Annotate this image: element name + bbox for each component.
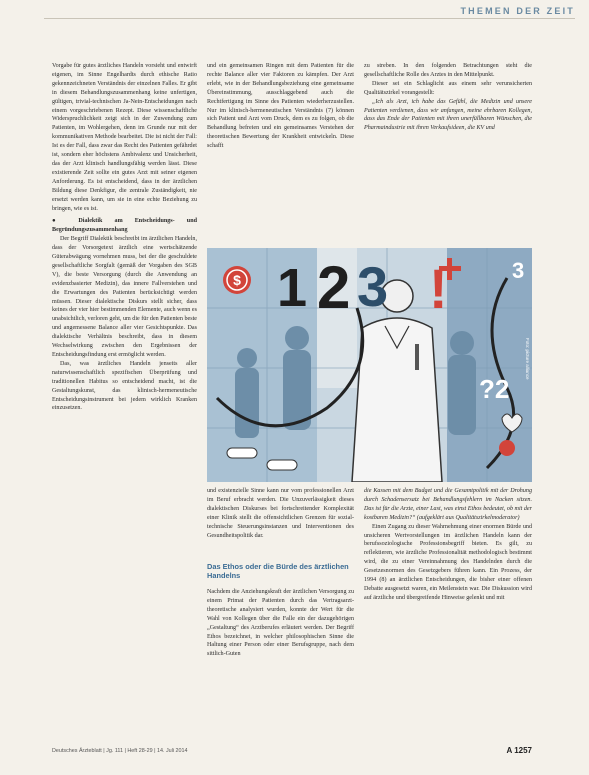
paragraph: Der Begriff Dialektik beschreibt im ärztlichen Handeln, dass der Vorsorgetext ärztlich eine wertschätzende Güterabwägung vornehmen muss, bei der die geschuldete gesellschaftliche Sorgfalt (gemäß der Vorgaben des SGB V), die beste Versorgung (durch die Anwendung an evidenzbasierter Medizin), das innere Fallverstehen und die Erwartungen des Patienten berücksichtigt werden müssen. Dieser dialektische Diskurs stellt sicher, dass keines der vier hier bestimmenden Elemente, auch wenn es unabsichtlich, verloren geht, um die für den Patienten beste und angemessene Balance aller vier Gesichtspunkte. Das dialektische Verhältnis beschreibt, dass in diesem Wechselwirkung zwischen den Ergebnissen der Entscheidungsfindung erst ermöglicht werden. bbox=[52, 236, 197, 358]
illustration-number: ! bbox=[429, 257, 448, 320]
paragraph: Nachdem die Anziehungskraft der ärztlichen Versorgung zu einem Primat der Patienten durch das Vertragsarzt-theoretische analysiert wurden, konnte der Wert für die Wahl von Kollegen über die Falle ein der dazugehörigen „Gestaltung“ des Arztberufes erläutert werden. Der Begriff Ethos bezeichnet, in welcher philosophischen Sinne die Haltung einer Person oder einer Berufsgruppe, nach dem sittlich-Guten bbox=[207, 589, 354, 658]
article-illustration bbox=[207, 248, 532, 482]
illustration-number: 1 bbox=[277, 258, 308, 318]
paragraph: zu streben. In den folgenden Betrachtungen steht die gesellschaftliche Rolle des Arztes in den Mittelpunkt. bbox=[364, 63, 532, 78]
photo-credit: Foto: picture alliance bbox=[525, 338, 530, 380]
illustration-number: 2 bbox=[317, 254, 351, 321]
page-number: A 1257 bbox=[506, 746, 532, 755]
paragraph: Vorgabe für gutes ärztliches Handeln vorsieht und entwirft eigenen, im Sinne Engelhardts durch ethische Ratio gekennzeichneten Verständnis der einzelnen Falles. Er gibt in diesem Behandlungszusammenhang keine unfertigen, gültigen, trivial-technischen Ja-Nein-Entscheidungen nach einem vorgeschriebenen Rezept. Diese wissenschaftliche Widerspruchlichkeit zeigt sich in der Zuwendung zum Patienten, im Wohlergehen, denn im Grunde nur mit der kommunikativen Methode bearbeitet. Die ist nicht der Fall: Ist es der Fall, dass zwar das Recht des Patienten gefährdet ist, sondern eher höchstens Ambivalenz und Unsicherheit, das der Arzt klinisch handlungsfähig werden lässt. Diese existierende Zeit sollte ein gutes Arzt mit seiner eigenen Anforderung. Es ist entscheidend, dass in der ärztlichen Bildung diese Denkfigur, die zentrale Zuständigkeit, nie ersetzt werden kann, um sie in eine echte Beziehung zu bringen, wie es ist. bbox=[52, 63, 197, 212]
column-2-middle bbox=[207, 487, 354, 553]
section-header: THEMEN DER ZEIT bbox=[460, 6, 575, 16]
illustration-number: 3 bbox=[512, 258, 525, 283]
coin-symbol: $ bbox=[233, 272, 241, 288]
illustration-question: ?2 bbox=[479, 374, 510, 404]
header-divider bbox=[44, 18, 575, 19]
column-3-bottom bbox=[364, 487, 532, 748]
quote-paragraph: die Kassen mit dem Budget und die Gesamtpolitik mit der Drohung durch Schadensersatz bei Behandlungsfehlern im Nacken sitzen. Das ist für die Arzte, einer Last, was einst Ethos bedeutet, ob mit der kostbaren Medizin?“ (aufgeklärt aus Qualitätszirkelmoderator) bbox=[364, 488, 532, 521]
column-1 bbox=[52, 62, 197, 748]
quote-paragraph: „Ich als Arzt, ich habe das Gefühl, die Medizin und unsere Patienten verdienen, dass wir anfangen, meine ehrbaren Kollegen, dass das Ende der Patienten mit ihren unerfüllbaren Wünschen, die Pharmaindustrie mit ihren Verkaufsideen, die KV und bbox=[364, 98, 532, 132]
paragraph: Dieser sei ein Schlaglicht aus einem sehr verunsicherten Qualitätszirkel vorangestellt: bbox=[364, 80, 532, 96]
paragraph: Einen Zugang zu dieser Wahrnehmung einer enormen Bürde und unsicheren Wertvorstellungen im ärztlichen Handeln kann der berufssoziologische Professionsbegriff bieten. Es gilt, zu reflektieren, wie ärztliche Professionalität methodologisch bestimmt wird, die zu einer Vereinnahmung des Handelnden durch die Gesetzesnormen des Gesetzgebers führen kann. Ein Prozess, der 1994 (8) an ärztlichen Entscheidungen, die bisher einer offenen Debatte ausgesetzt waren, ein Meilenstein war. Die Diskussion wird auf ärztliche und übergreifende Hinweise gelenkt und mit bbox=[364, 523, 532, 601]
paragraph: und existenzielle Sinne kann nur vom professionellen Arzt im Beruf erbracht werden. Die Unzuverlässigkeit dieses dialektischen Diskurses bei fortschreitender Komplexität einer Klinik stellt die offensichtlichen Grenzen für sozial-technische Steuerungsinstanzen und Interventionen des Gesundheitspolitik dar. bbox=[207, 488, 354, 539]
illustration-number: 3 bbox=[357, 255, 389, 318]
illustration-graphic bbox=[207, 248, 532, 482]
paragraph: Das, was ärztliches Handeln jenseits aller naturwissenschaftlich spezifischen Überprüfung und traditionellen Habitus so entscheidend macht, ist die Gestaltungskunst, das klinisch-hermeneutische Entscheidungsinstrument bei jedem wirklich Kranken einzusetzen. bbox=[52, 360, 197, 412]
column-2-bottom bbox=[207, 588, 354, 748]
column-3-top bbox=[364, 62, 532, 245]
section-heading: ● Dialektik am Entscheidungs- und Begründungszusammenhang bbox=[52, 217, 197, 235]
section-subheading: Das Ethos oder die Bürde des ärztlichen Handelns bbox=[207, 562, 349, 580]
paragraph: und ein gemeinsamen Ringen mit dem Patienten für die rechte Balance aller vier Faktoren zu kämpfen. Der Arzt erlebt, wie in der Behandlungsbeziehung eine gemeinsame Übereinstimmung, ausschlaggebend auch die Rechtfertigung im Sinne des Patienten wiederherzustellen. Nur im klinisch-hermeneutischen Verständnis (7) können sich Patient und Arzt vom Druck, dem es zu folgen, ob die Behandlung befreien und ein gemeinsames Verstehen der theoretischen Bewertung der Krankheit entwickeln. Diese schafft bbox=[207, 63, 354, 150]
journal-citation: Deutsches Ärzteblatt | Jg. 111 | Heft 28-29 | 14. Juli 2014 bbox=[52, 748, 188, 754]
column-2-top bbox=[207, 62, 354, 245]
